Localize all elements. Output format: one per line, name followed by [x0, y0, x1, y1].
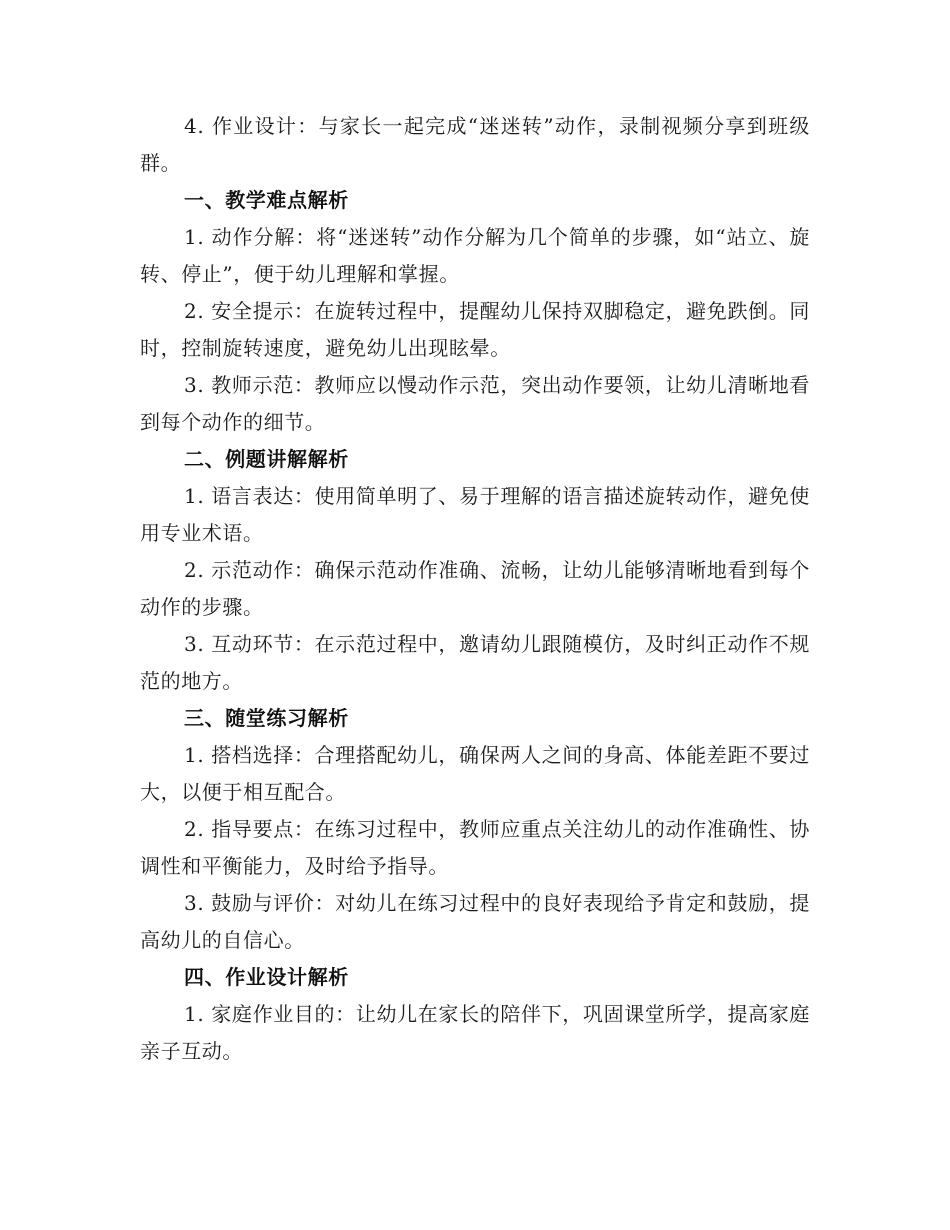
section-3-item-1: 1. 搭档选择：合理搭配幼儿，确保两人之间的身高、体能差距不要过大，以便于相互配合。	[140, 743, 810, 804]
document-body	[140, 108, 810, 1070]
section-heading-teaching-difficulties: 一、教学难点解析	[184, 188, 349, 212]
section-4-item-1: 1. 家庭作业目的：让幼儿在家长的陪伴下，巩固课堂所学，提高家庭亲子互动。	[140, 1002, 810, 1063]
section-heading-example-explanation: 二、例题讲解解析	[184, 447, 349, 471]
section-3-item-2: 2. 指导要点：在练习过程中，教师应重点关注幼儿的动作准确性、协调性和平衡能力，及时给予指导。	[140, 817, 810, 878]
section-heading-practice: 三、随堂练习解析	[184, 706, 349, 730]
section-2-item-3: 3. 互动环节：在示范过程中，邀请幼儿跟随模仿，及时纠正动作不规范的地方。	[140, 632, 810, 693]
section-1-item-3: 3. 教师示范：教师应以慢动作示范，突出动作要领，让幼儿清晰地看到每个动作的细节。	[140, 373, 810, 434]
section-2-item-1: 1. 语言表达：使用简单明了、易于理解的语言描述旋转动作，避免使用专业术语。	[140, 484, 810, 545]
section-3-item-3: 3. 鼓励与评价：对幼儿在练习过程中的良好表现给予肯定和鼓励，提高幼儿的自信心。	[140, 891, 810, 952]
section-2-item-2: 2. 示范动作：确保示范动作准确、流畅，让幼儿能够清晰地看到每个动作的步骤。	[140, 558, 810, 619]
section-1-item-2: 2. 安全提示：在旋转过程中，提醒幼儿保持双脚稳定，避免跌倒。同时，控制旋转速度，避免幼儿出现眩晕。	[140, 299, 810, 360]
intro-item-4: 4. 作业设计：与家长一起完成“迷迷转”动作，录制视频分享到班级群。	[140, 114, 810, 175]
section-1-item-1: 1. 动作分解：将“迷迷转”动作分解为几个简单的步骤，如“站立、旋转、停止”，便于幼儿理解和掌握。	[140, 225, 810, 286]
section-heading-homework: 四、作业设计解析	[184, 965, 349, 989]
